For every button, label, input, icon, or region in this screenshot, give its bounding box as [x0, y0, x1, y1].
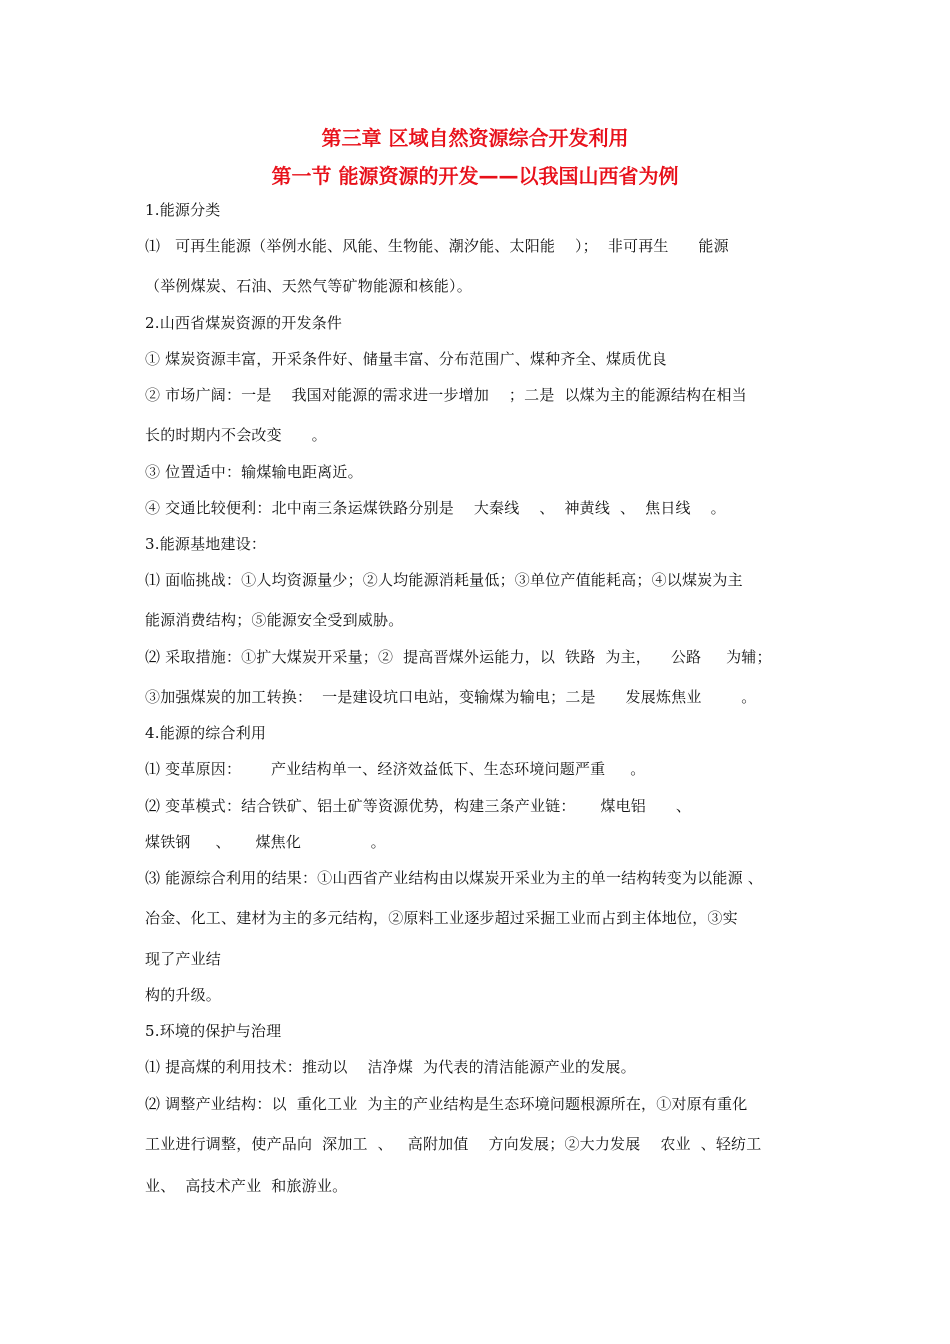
- text-line: ④ 交通比较便利：北中南三条运煤铁路分别是 大秦线 、 神黄线 、 焦日线 。: [145, 499, 726, 517]
- text-line: 构的升级。: [145, 986, 222, 1004]
- heading-5: 5.环境的保护与治理: [145, 1022, 282, 1040]
- text-line: ② 市场广阔：一是 我国对能源的需求进一步增加 ；二是 以煤为主的能源结构在相当: [145, 386, 747, 404]
- text-line: （举例煤炭、石油、天然气等矿物能源和核能）。: [145, 277, 472, 295]
- text-line: ⑶ 能源综合利用的结果：①山西省产业结构由以煤炭开采业为主的单一结构转变为以能源 、: [145, 869, 763, 887]
- heading-3: 3.能源基地建设：: [145, 535, 267, 553]
- heading-4: 4.能源的综合利用: [145, 724, 267, 742]
- text-line: 工业进行调整，使产品向 深加工 、 高附加值 方向发展；②大力发展 农业 、轻纺工: [145, 1135, 762, 1153]
- text-line: 现了产业结: [145, 950, 222, 968]
- text-line: 煤铁钢 、 煤焦化 。: [145, 833, 386, 851]
- text-line: ⑵ 调整产业结构：以 重化工业 为主的产业结构是生态环境问题根源所在，①对原有重化: [145, 1095, 748, 1113]
- text-line: ⑴ 提高煤的利用技术：推动以 洁净煤 为代表的清洁能源产业的发展。: [145, 1058, 636, 1076]
- text-line: 长的时期内不会改变 。: [145, 426, 327, 444]
- heading-2: 2.山西省煤炭资源的开发条件: [145, 314, 343, 332]
- text-line: ③ 位置适中：输煤输电距离近。: [145, 463, 363, 481]
- text-line: ③加强煤炭的加工转换： 一是建设坑口电站，变输煤为输电；二是 发展炼焦业 。: [145, 688, 757, 706]
- text-line: ⑵ 变革模式：结合铁矿、铝土矿等资源优势，构建三条产业链： 煤电铝 、: [145, 797, 692, 815]
- text-line: 能源消费结构；⑤能源安全受到威胁。: [145, 611, 404, 629]
- text-line: ① 煤炭资源丰富，开采条件好、储量丰富、分布范围广、煤种齐全、煤质优良: [145, 350, 667, 368]
- text-line: ⑴ 可再生能源（举例水能、风能、生物能、潮汐能、太阳能 ）； 非可再生 能源: [145, 237, 729, 255]
- text-line: ⑵ 采取措施：①扩大煤炭开采量；② 提高晋煤外运能力，以 铁路 为主， 公路 为辅；: [145, 648, 772, 666]
- text-line: ⑴ 变革原因： 产业结构单一、经济效益低下、生态环境问题严重 。: [145, 760, 646, 778]
- text-line: 业、 高技术产业 和旅游业。: [145, 1177, 348, 1195]
- chapter-title: 第三章 区域自然资源综合开发利用: [321, 126, 629, 150]
- section-title: 第一节 能源资源的开发——以我国山西省为例: [271, 164, 679, 188]
- heading-1: 1.能源分类: [145, 201, 221, 219]
- text-line: 冶金、化工、建材为主的多元结构，②原料工业逐步超过采掘工业而占到主体地位，③实: [145, 909, 738, 927]
- text-line: ⑴ 面临挑战：①人均资源量少；②人均能源消耗量低；③单位产值能耗高；④以煤炭为主: [145, 571, 743, 589]
